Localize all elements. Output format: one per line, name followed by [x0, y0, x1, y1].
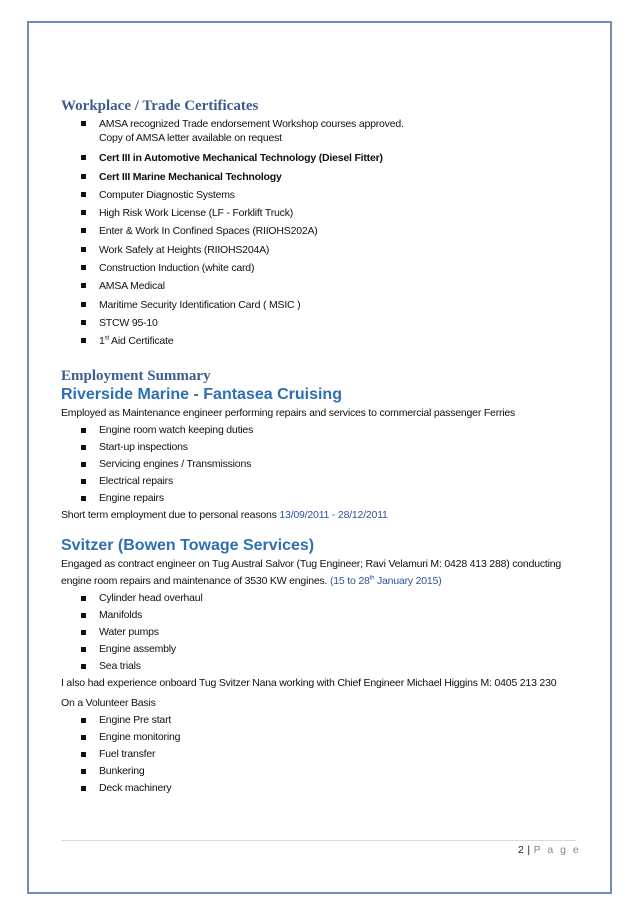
employment-dates: 13/09/2011 - 28/12/2011	[279, 508, 388, 521]
certificate-item: High Risk Work License (LF - Forklift Truck)	[61, 204, 601, 222]
list-item: Engine Pre start	[61, 712, 601, 729]
list-item: Electrical repairs	[61, 473, 601, 490]
list-item: Cylinder head overhaul	[61, 590, 601, 607]
list-item: Manifolds	[61, 607, 601, 624]
list-item: Engine room watch keeping duties	[61, 422, 601, 439]
job-title-riverside: Riverside Marine - Fantasea Cruising	[61, 385, 342, 403]
certificate-item: 1st Aid Certificate	[61, 332, 601, 350]
job-closing: Short term employment due to personal reasons 13/09/2011 - 28/12/2011	[61, 508, 388, 521]
list-item: Water pumps	[61, 624, 601, 641]
list-item: Engine monitoring	[61, 729, 601, 746]
volunteer-duties-list	[61, 712, 601, 797]
job-intro: Engaged as contract engineer on Tug Austral Salvor (Tug Engineer; Ravi Velamuri M: 0428 413 288) conducting	[61, 557, 562, 570]
list-item: Bunkering	[61, 763, 601, 780]
list-item: Servicing engines / Transmissions	[61, 456, 601, 473]
certificate-item: STCW 95-10	[61, 314, 601, 332]
job-extra-cont: On a Volunteer Basis	[61, 696, 156, 709]
list-item: Start-up inspections	[61, 439, 601, 456]
footer-divider	[61, 840, 576, 841]
certificate-item: Maritime Security Identification Card ( MSIC )	[61, 296, 601, 314]
certificate-item: Construction Induction (white card)	[61, 259, 601, 277]
list-item: Engine repairs	[61, 490, 601, 507]
list-item: Deck machinery	[61, 780, 601, 797]
list-item: Sea trials	[61, 658, 601, 675]
document-body	[61, 97, 601, 797]
certificate-item: Work Safely at Heights (RIIOHS204A)	[61, 241, 601, 259]
job-duties-list	[61, 590, 601, 675]
job-title-svitzer: Svitzer (Bowen Towage Services)	[61, 536, 315, 554]
certificates-list	[61, 115, 601, 351]
list-item: Engine assembly	[61, 641, 601, 658]
job-intro-cont: engine room repairs and maintenance of 3530 KW engines. (15 to 28th January 2015)	[61, 574, 442, 587]
certificate-note: Copy of AMSA letter available on request	[99, 132, 282, 145]
certificate-item: Enter & Work In Confined Spaces (RIIOHS202A)	[61, 222, 601, 240]
certificate-item: AMSA recognized Trade endorsement Workshop courses approved.	[61, 115, 601, 133]
job-duties-list	[61, 422, 601, 507]
list-item: Fuel transfer	[61, 746, 601, 763]
certificate-item: Computer Diagnostic Systems	[61, 186, 601, 204]
page-number: 2	[518, 844, 525, 856]
certificate-item: Cert III in Automotive Mechanical Technology (Diesel Fitter)	[61, 149, 601, 167]
job-extra: I also had experience onboard Tug Svitzer Nana working with Chief Engineer Michael Higgins M: 0405 213 230	[61, 676, 557, 689]
certificates-heading: Workplace / Trade Certificates	[61, 98, 259, 114]
certificate-item: AMSA Medical	[61, 277, 601, 295]
employment-dates: (15 to 28th January 2015)	[329, 574, 442, 587]
page-footer: 2 | P a g e	[518, 844, 581, 856]
certificate-item: Cert III Marine Mechanical Technology	[61, 168, 601, 186]
job-intro: Employed as Maintenance engineer performing repairs and services to commercial passenger Ferries	[61, 406, 516, 419]
page-label: P a g e	[533, 844, 581, 856]
employment-heading: Employment Summary	[61, 367, 211, 384]
